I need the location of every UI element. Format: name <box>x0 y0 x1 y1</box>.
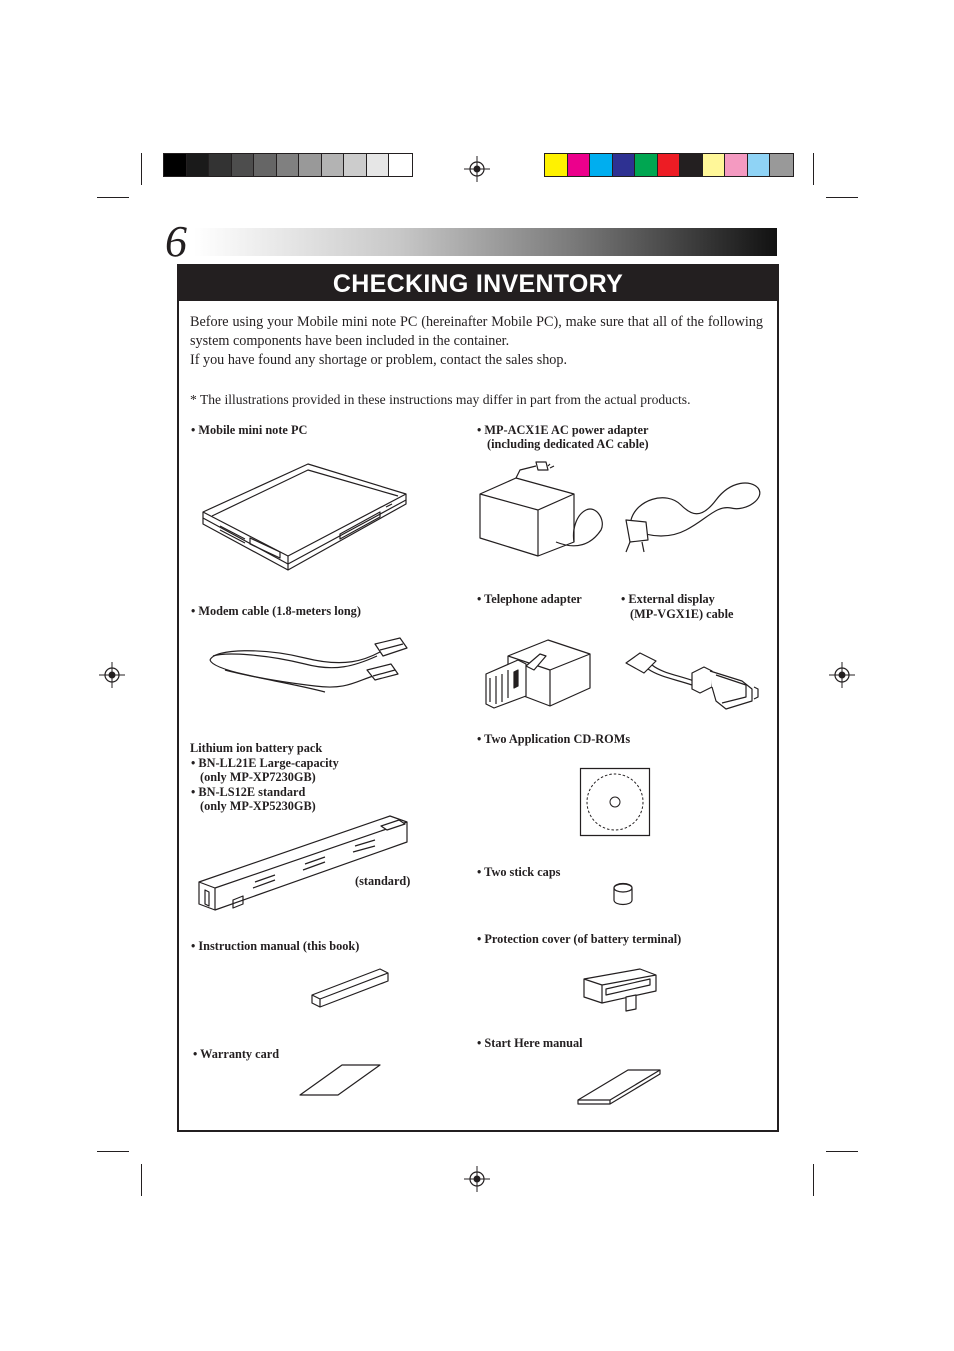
calibration-swatch <box>299 154 322 176</box>
calibration-swatch <box>322 154 345 176</box>
calibration-swatch <box>367 154 390 176</box>
crop-mark <box>826 1151 858 1152</box>
crop-mark <box>813 153 814 185</box>
start-here-manual-illustration <box>576 1066 662 1106</box>
calibration-swatch <box>590 154 613 176</box>
protection-cover-illustration <box>580 965 660 1013</box>
calibration-swatch <box>635 154 658 176</box>
item-label-battery-ls12: • BN-LS12E standard <box>191 785 306 799</box>
item-label-battery-ls12-note: (only MP-XP5230GB) <box>200 799 316 813</box>
item-label-ac-adapter-note: (including dedicated AC cable) <box>487 437 649 451</box>
header-gradient-bar <box>194 228 777 256</box>
calibration-swatch <box>545 154 568 176</box>
calibration-swatch <box>344 154 367 176</box>
item-label-warranty-card: • Warranty card <box>193 1047 280 1061</box>
page-title: CHECKING INVENTORY <box>332 270 624 298</box>
item-label-external-display: • External display <box>621 592 715 606</box>
item-label-protection-cover: • Protection cover (of battery terminal) <box>477 932 682 946</box>
item-label-battery-ll21: • BN-LL21E Large-capacity <box>191 756 339 770</box>
calibration-swatch <box>277 154 300 176</box>
item-label-ac-adapter: • MP-ACX1E AC power adapter <box>477 423 649 437</box>
intro-contact-note: If you have found any shortage or problem, contact the sales shop. <box>190 352 568 368</box>
calibration-swatch <box>568 154 591 176</box>
calibration-swatch <box>254 154 277 176</box>
grayscale-calibration-bar <box>163 153 413 177</box>
crop-mark <box>97 197 129 198</box>
intro-paragraph: Before using your Mobile mini note PC (hereinafter Mobile PC), make sure that all of the following system components have been included in the container. <box>190 314 763 349</box>
calibration-swatch <box>658 154 681 176</box>
crop-mark <box>813 1164 814 1196</box>
warranty-card-illustration <box>298 1063 382 1099</box>
battery-standard-caption: (standard) <box>355 874 411 888</box>
calibration-swatch <box>209 154 232 176</box>
calibration-swatch <box>680 154 703 176</box>
item-label-battery-ll21-note: (only MP-XP7230GB) <box>200 770 316 784</box>
calibration-swatch <box>232 154 255 176</box>
crop-mark <box>826 197 858 198</box>
calibration-swatch <box>748 154 771 176</box>
crop-mark <box>97 1151 129 1152</box>
color-calibration-bar <box>544 153 794 177</box>
telephone-adapter-illustration <box>478 636 598 711</box>
calibration-swatch <box>703 154 726 176</box>
modem-cable-illustration <box>205 630 415 705</box>
cd-rom-illustration <box>580 768 650 836</box>
registration-mark-icon <box>464 1166 490 1192</box>
registration-mark-icon <box>99 662 125 688</box>
item-label-telephone-adapter: • Telephone adapter <box>477 592 582 606</box>
calibration-swatch <box>725 154 748 176</box>
crop-mark <box>141 1164 142 1196</box>
stick-cap-illustration <box>612 880 634 906</box>
illustration-disclaimer: * The illustrations provided in these instructions may differ in part from the actual products. <box>190 392 691 407</box>
calibration-swatch <box>187 154 210 176</box>
item-label-start-here: • Start Here manual <box>477 1036 583 1050</box>
page-number: 6 <box>165 217 187 266</box>
registration-mark-icon <box>829 662 855 688</box>
calibration-swatch <box>770 154 793 176</box>
calibration-swatch <box>613 154 636 176</box>
battery-pack-illustration <box>195 810 413 920</box>
crop-mark <box>141 153 142 185</box>
item-label-cd-roms: • Two Application CD-ROMs <box>477 732 631 746</box>
item-label-modem-cable: • Modem cable (1.8-meters long) <box>191 604 361 618</box>
calibration-swatch <box>164 154 187 176</box>
item-label-battery-heading: Lithium ion battery pack <box>190 741 323 755</box>
item-label-instruction-manual: • Instruction manual (this book) <box>191 939 360 953</box>
mobile-pc-illustration <box>200 460 410 580</box>
item-label-mobile-pc: • Mobile mini note PC <box>191 423 308 437</box>
ac-power-adapter-illustration <box>476 460 766 570</box>
item-label-external-display-model: (MP-VGX1E) cable <box>630 607 734 621</box>
registration-mark-icon <box>464 156 490 182</box>
calibration-swatch <box>389 154 412 176</box>
external-display-cable-illustration <box>622 645 762 715</box>
instruction-manual-illustration <box>308 965 392 1009</box>
item-label-stick-caps: • Two stick caps <box>477 865 561 879</box>
